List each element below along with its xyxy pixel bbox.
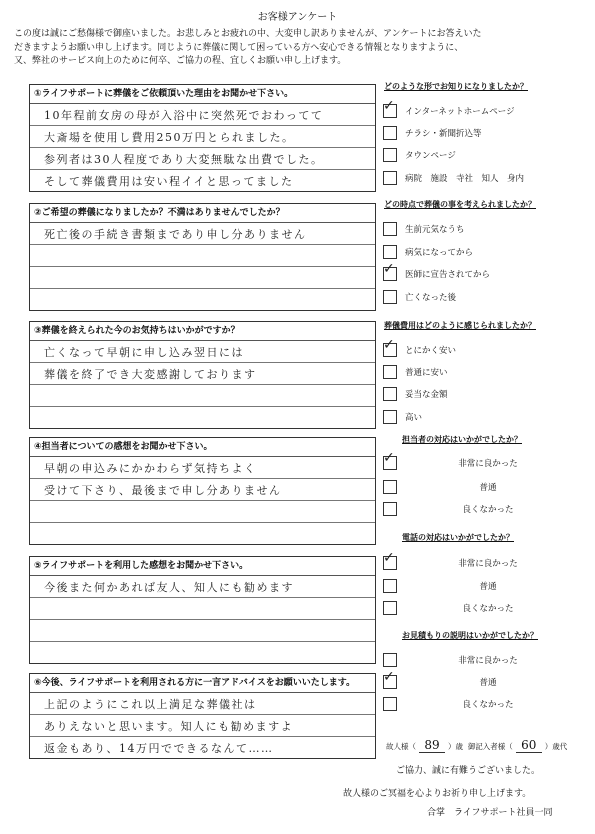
question-4-heading: ④担当者についての感想をお聞かせ下さい。 [30, 438, 375, 457]
handwritten-answer: 今後また何かあれば友人、知人にも勧めます [44, 581, 294, 594]
thanks-text: ご協力、誠に有難うございました。 [396, 766, 541, 776]
survey-title: お客様アンケート [257, 12, 338, 23]
checkbox[interactable] [383, 410, 397, 424]
option-staff-very-good[interactable]: ✓ 非常に良かった [383, 450, 518, 469]
checkbox[interactable] [383, 222, 397, 236]
option-estimate-very-good[interactable]: 非常に良かった [383, 653, 583, 669]
answer-line[interactable] [30, 479, 375, 501]
answer-line[interactable] [30, 126, 375, 148]
option-referral[interactable]: 病院 施設 寺社 知人 身内 [383, 171, 583, 187]
answer-line[interactable] [30, 620, 375, 642]
question-5-heading: ⑤ライフサポートを利用した感想をお聞かせ下さい。 [30, 557, 375, 576]
question-4-section [29, 437, 376, 545]
question-2-heading: ②ご希望の葬儀になりましたか？不満はありませんでしたか？ [30, 204, 375, 223]
answer-line[interactable] [30, 267, 375, 289]
option-townpage[interactable]: タウンページ [383, 148, 583, 164]
answer-line[interactable] [30, 341, 375, 363]
check-mark-icon: ✓ [383, 261, 395, 277]
handwritten-answer: 上記のようにこれ以上満足な葬儀社は [44, 698, 257, 711]
checkbox[interactable] [383, 148, 397, 162]
question-6-heading: ⑥今後、ライフサポートを利用される方に一言アドバイスをお願いいたします。 [30, 674, 375, 693]
answer-line[interactable] [30, 501, 375, 523]
option-estimate-bad[interactable]: 良くなかった [383, 697, 583, 713]
answer-line[interactable] [30, 289, 375, 310]
handwritten-answer: 早朝の申込みにかかわらず気持ちよく [44, 462, 257, 475]
check-mark-icon: ✓ [383, 550, 395, 566]
checkbox[interactable] [383, 126, 397, 140]
question-3-heading: ③葬儀を終えられた今のお気持ちはいかがですか？ [30, 322, 375, 341]
option-staff-bad[interactable]: 良くなかった [383, 502, 583, 518]
answer-line[interactable] [30, 385, 375, 407]
age-fields: 故人様（ 89 ）歳 御記入者様（ 60 ）歳代 [386, 738, 568, 752]
r1-question: どのような形でお知りになりましたか？ [384, 82, 528, 91]
answer-line[interactable] [30, 148, 375, 170]
answer-line[interactable] [30, 737, 375, 758]
handwritten-answer: 受けて下さり、最後まで申し分ありません [44, 484, 282, 497]
answer-line[interactable] [30, 407, 375, 428]
option-phone-normal[interactable]: 普通 [383, 579, 583, 595]
option-internet[interactable]: ✓ インターネットホームページ [383, 98, 515, 117]
answer-line[interactable] [30, 363, 375, 385]
r5-question: 電話の対応はいかがでしたか？ [402, 533, 514, 542]
handwritten-answer: 死亡後の手続き書類まであり申し分ありません [44, 228, 307, 241]
checkbox[interactable] [383, 290, 397, 304]
answer-line[interactable] [30, 223, 375, 245]
answer-line[interactable] [30, 642, 375, 663]
answer-line[interactable] [30, 598, 375, 620]
handwritten-answer: 葬儀を終了でき大変感謝しております [44, 368, 257, 381]
answer-line[interactable] [30, 715, 375, 737]
option-diagnosis[interactable]: ✓ 医師に宣告されてから [383, 261, 491, 280]
question-5-section [29, 556, 376, 664]
option-healthy[interactable]: 生前元気なうち [383, 222, 583, 238]
handwritten-answer: そして葬儀費用は安い程イイと思ってました [44, 175, 294, 188]
option-sick[interactable]: 病気になってから [383, 245, 583, 261]
answer-line[interactable] [30, 170, 375, 191]
answer-line[interactable] [30, 576, 375, 598]
option-phone-bad[interactable]: 良くなかった [383, 601, 583, 617]
check-mark-icon: ✓ [383, 669, 395, 685]
handwritten-answer: 大斎場を使用し費用250万円とられました。 [44, 131, 295, 144]
option-expensive[interactable]: 高い [383, 410, 583, 426]
condolence-text: 故人様のご冥福を心よりお祈り申し上げます。 [343, 789, 532, 799]
check-mark-icon: ✓ [383, 337, 395, 353]
option-very-cheap[interactable]: ✓ とにかく安い [383, 337, 457, 356]
check-mark-icon: ✓ [383, 98, 395, 114]
handwritten-answer: 返金もあり、14万円でできるなんて…… [44, 742, 274, 755]
option-estimate-normal[interactable]: ✓ 普通 [383, 669, 497, 688]
answer-line[interactable] [30, 457, 375, 479]
deceased-age-field[interactable]: 89 [419, 738, 445, 753]
answer-line[interactable] [30, 104, 375, 126]
answer-line[interactable] [30, 523, 375, 544]
handwritten-answer: 亡くなって早朝に申し込み翌日には [44, 346, 244, 359]
r4-question: 担当者の対応はいかがでしたか？ [402, 435, 522, 444]
question-1-section [29, 84, 376, 192]
option-reasonable[interactable]: 妥当な金額 [383, 387, 583, 403]
option-staff-normal[interactable]: 普通 [383, 480, 583, 496]
option-flyer[interactable]: チラシ・新聞折込等 [383, 126, 583, 142]
option-phone-very-good[interactable]: ✓ 非常に良かった [383, 550, 518, 569]
checkbox[interactable] [383, 365, 397, 379]
answer-line[interactable] [30, 245, 375, 267]
option-cheap[interactable]: 普通に安い [383, 365, 583, 381]
handwritten-answer: ありえないと思います。知人にも勧めますよ [44, 720, 294, 733]
intro-text: この度は誠にご愁傷様で御座いました。お悲しみとお疲れの中、大変申し訳ありませんが、アンケートにお答えいた だきますようお願い申し上げます。同じように葬儀に関して困っている方へ安心できる情報となりますように、 又、弊社のサービス向上のために何卒、ご協力の程、宜しくお願い申し上げます。 [14, 29, 482, 66]
r2-question: どの時点で葬儀の事を考えられましたか？ [384, 200, 536, 209]
checkbox[interactable] [383, 171, 397, 185]
handwritten-answer: 10年程前女房の母が入浴中に突然死でおわってて [44, 109, 324, 122]
signature-text: 合掌 ライフサポート社員一同 [427, 808, 553, 818]
check-mark-icon: ✓ [383, 450, 395, 466]
checkbox[interactable] [383, 387, 397, 401]
question-2-section [29, 203, 376, 311]
writer-age-field[interactable]: 60 [516, 738, 542, 753]
checkbox[interactable] [383, 245, 397, 259]
answer-line[interactable] [30, 693, 375, 715]
r3-question: 葬儀費用はどのように感じられましたか？ [384, 321, 536, 330]
r6-question: お見積もりの説明はいかがでしたか？ [402, 631, 538, 640]
question-6-section [29, 673, 376, 759]
question-3-section [29, 321, 376, 429]
option-after-death[interactable]: 亡くなった後 [383, 290, 583, 306]
question-1-heading: ①ライフサポートに葬儀をご依頼頂いた理由をお聞かせ下さい。 [30, 85, 375, 104]
handwritten-answer: 参列者は30人程度であり大変無駄な出費でした。 [44, 153, 324, 166]
